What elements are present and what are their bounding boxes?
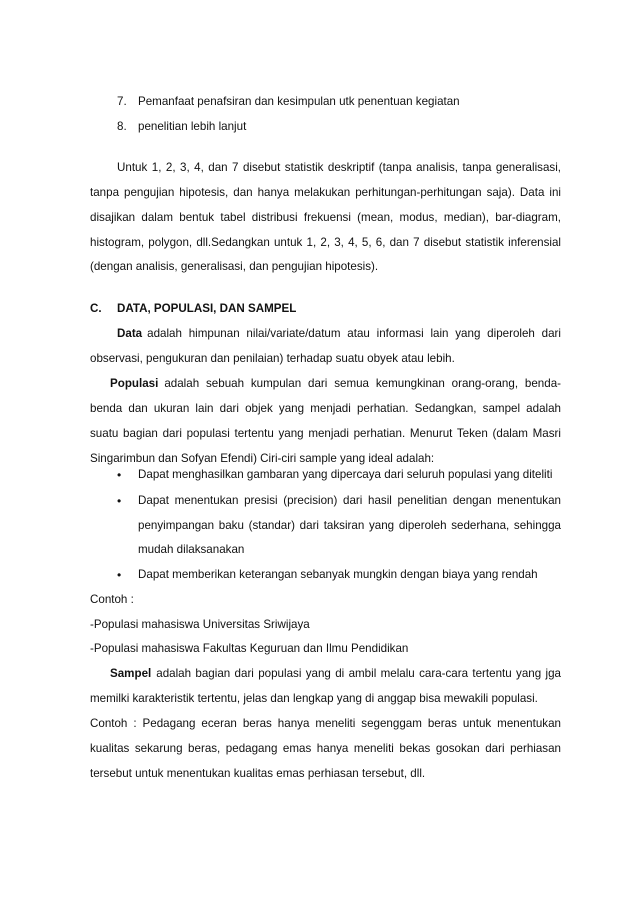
populasi-paragraph-line1 [110,376,561,392]
contoh-item: -Populasi mahasiswa Universitas Sriwijaya [90,618,310,631]
sampel-paragraph-line1 [110,666,561,682]
paragraph-line: (dengan analisis, generalisasi, dan pengujian hipotesis). [90,260,379,273]
paragraph-line: benda dan ukuran lain dari objek yang menjadi perhatian. Sedangkan, sampel adalah [90,402,561,415]
bullet-text: penyimpangan baku (standar) dari taksiran yang diperoleh sederhana, sehingga [138,519,561,532]
paragraph-line: Contoh : Pedagang eceran beras hanya meneliti segenggam beras untuk menentukan [90,717,561,730]
list-item-text: Pemanfaat penafsiran dan kesimpulan utk penentuan kegiatan [138,95,460,108]
paragraph-line: kualitas sekarung beras, pedagang emas hanya meneliti bekas gosokan dari perhiasan [90,742,561,755]
paragraph-line: tanpa pengujian hipotesis, dan hanya melakukan perhitungan-perhitungan saja). Data ini [90,186,561,199]
paragraph-line: observasi, pengukuran dan penilaian) terhadap suatu obyek atau lebih. [90,352,455,365]
bullet-symbol: • [117,468,122,482]
data-text: adalah himpunan nilai/variate/datum atau informasi lain yang diperoleh dari [147,327,561,340]
paragraph-line: Untuk 1, 2, 3, 4, dan 7 disebut statistik deskriptif (tanpa analisis, tanpa generalisasi, [117,161,561,174]
paragraph-line: Singarimbun dan Sofyan Efendi) Ciri-ciri sample yang ideal adalah: [90,452,435,465]
paragraph-line: histogram, polygon, dll.Sedangkan untuk 1, 2, 3, 4, 5, 6, dan 7 disebut statistik inferensial [90,236,561,249]
bullet-symbol: • [117,568,122,582]
data-paragraph-line1 [117,326,561,342]
list-item-text: penelitian lebih lanjut [138,120,247,133]
contoh-item: -Populasi mahasiswa Fakultas Keguruan dan Ilmu Pendidikan [90,642,409,655]
paragraph-line: tersebut untuk menentukan kualitas emas perhiasan tersebut, dll. [90,767,426,780]
paragraph-line: suatu bagian dari populasi tertentu yang menjadi perhatian. Menurut Teken (dalam Masri [90,427,561,440]
term-populasi: Populasi [110,377,159,390]
list-number: 7. [117,95,127,108]
section-letter: C. [90,302,102,315]
contoh-label: Contoh : [90,593,134,606]
term-data: Data [117,327,143,340]
term-sampel: Sampel [110,667,152,680]
bullet-text: Dapat memberikan keterangan sebanyak mungkin dengan biaya yang rendah [138,568,538,581]
paragraph-line: memilki karakteristik tertentu, jelas dan lengkap yang di anggap bisa mewakili populasi. [90,692,538,705]
bullet-symbol: • [117,494,122,508]
section-heading: DATA, POPULASI, DAN SAMPEL [117,302,297,315]
populasi-text: adalah sebuah kumpulan dari semua kemungkinan orang-orang, benda- [164,377,561,390]
paragraph-line: disajikan dalam bentuk tabel distribusi frekuensi (mean, modus, median), bar-diagram, [90,211,561,224]
list-number: 8. [117,120,127,133]
bullet-text: Dapat menghasilkan gambaran yang dipercaya dari seluruh populasi yang diteliti [138,468,553,481]
bullet-text: mudah dilaksanakan [138,543,245,556]
bullet-text: Dapat menentukan presisi (precision) dari hasil penelitian dengan menentukan [138,494,561,507]
sampel-text: adalah bagian dari populasi yang di ambil melalu cara-cara tertentu yang jga [156,667,561,680]
